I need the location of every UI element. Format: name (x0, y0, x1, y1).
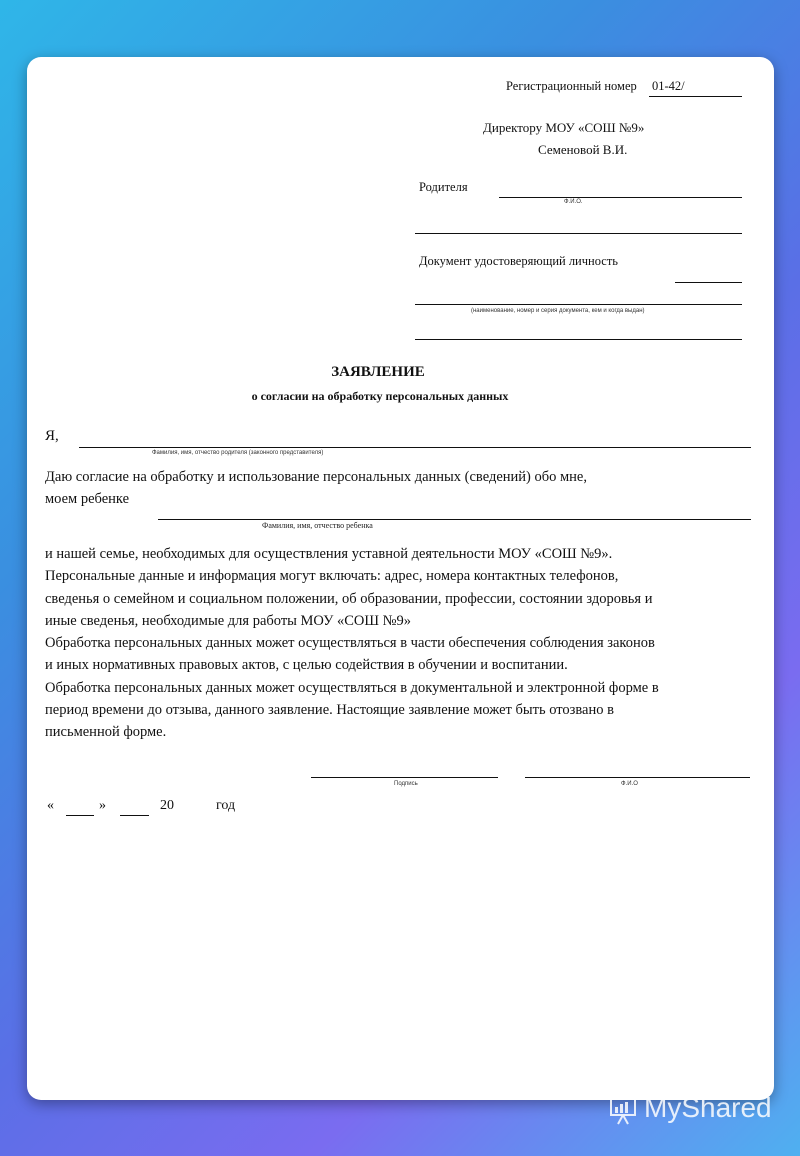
document-title: ЗАЯВЛЕНИЕ (331, 364, 425, 380)
registration-number: 01-42/ (652, 79, 685, 93)
presentation-board-icon (608, 1096, 638, 1126)
signature-caption: Подпись (394, 781, 418, 787)
id-document-line-short (675, 282, 742, 283)
fio-caption: Ф.И.О. (564, 199, 583, 205)
id-document-line (415, 304, 742, 305)
paragraph-line-5: Обработка персональных данных может осуществляться в части обеспечения соблюдения законов (45, 635, 655, 651)
document-page (27, 57, 774, 1100)
parent-name-line (499, 197, 742, 198)
watermark-text: MyShared (644, 1092, 772, 1123)
parent-fullname-line (79, 447, 751, 448)
paragraph-line-8: период времени до отзыва, данного заявление. Настоящие заявление может быть отозвано в (45, 702, 614, 718)
paragraph-line-9: письменной форме. (45, 724, 167, 740)
id-document-line-2 (415, 339, 742, 340)
paragraph-line-7: Обработка персональных данных может осуществляться в документальной и электронной форме в (45, 680, 659, 696)
consent-line-1: Даю согласие на обработку и использование персональных данных (сведений) обо мне, (45, 469, 587, 485)
parent-name-line-2 (415, 233, 742, 234)
parent-label: Родителя (419, 180, 468, 194)
signature-line (311, 777, 498, 778)
id-document-label: Документ удостоверяющий личность (419, 254, 618, 268)
director-line: Директору МОУ «СОШ №9» (483, 120, 645, 135)
registration-label: Регистрационный номер (506, 79, 637, 93)
registration-underline (649, 96, 742, 97)
date-year-prefix: 20 (160, 798, 174, 813)
date-open-quote: « (47, 798, 54, 813)
id-document-caption: (наименование, номер и серия документа, кем и когда выдан) (471, 308, 645, 314)
paragraph-line-1: и нашей семье, необходимых для осуществления уставной деятельности МОУ «СОШ №9». (45, 546, 613, 562)
consent-line-2: моем ребенке (45, 491, 130, 507)
paragraph-line-3: сведенья о семейном и социальном положении, об образовании, профессии, состоянии здоровья и (45, 591, 653, 607)
ya-label: Я, (45, 428, 59, 444)
paragraph-line-6: и иных нормативных правовых актов, с целью содействия в обучении и воспитании. (45, 657, 568, 673)
child-name-line (158, 519, 751, 520)
date-month-line (120, 815, 149, 816)
date-day-line (66, 815, 94, 816)
signer-name-line (525, 777, 750, 778)
signer-name-caption: Ф.И.О (621, 781, 638, 787)
parent-fullname-caption: Фамилия, имя, отчество родителя (законного представителя) (152, 450, 324, 456)
date-close-quote: » (99, 798, 106, 813)
director-name: Семеновой В.И. (538, 142, 628, 157)
paragraph-line-2: Персональные данные и информация могут включать: адрес, номера контактных телефонов, (45, 568, 619, 584)
date-year-suffix: год (216, 798, 236, 813)
child-name-caption: Фамилия, имя, отчество ребенка (262, 521, 373, 530)
document-subtitle: о согласии на обработку персональных данных (251, 389, 509, 403)
paragraph-line-4: иные сведенья, необходимые для работы МОУ «СОШ №9» (45, 613, 411, 629)
